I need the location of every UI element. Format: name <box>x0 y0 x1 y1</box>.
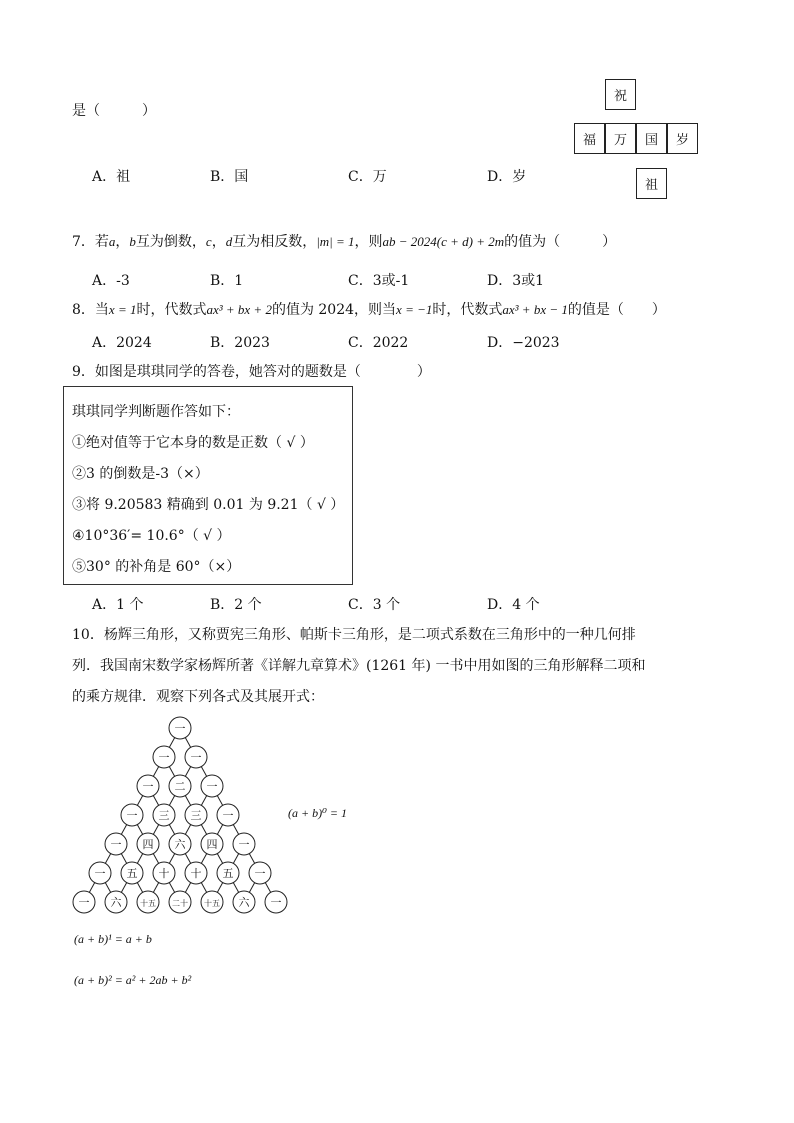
triangle-connector <box>201 767 206 777</box>
q7-option-d[interactable]: D．3或1 <box>487 273 545 289</box>
q8-option-b[interactable]: B．2023 <box>210 335 270 351</box>
triangle-connector <box>249 883 254 893</box>
triangle-connector <box>121 883 126 893</box>
triangle-connector <box>233 883 238 893</box>
triangle-connector <box>169 796 174 806</box>
q9-option-c[interactable]: C．3 个 <box>348 597 401 613</box>
q8-option-c[interactable]: C．2022 <box>348 335 409 351</box>
triangle-node-label: 一 <box>110 838 122 851</box>
triangle-connector <box>153 825 158 835</box>
answer-item-2: ②3 的倒数是-3（×） <box>72 466 209 482</box>
triangle-node-label: 二十 <box>172 899 188 908</box>
q9-option-d[interactable]: D．4 个 <box>487 597 540 613</box>
triangle-connector <box>153 854 158 864</box>
q8-option-a[interactable]: A．2024 <box>92 335 152 351</box>
triangle-node-label: 一 <box>142 780 154 793</box>
q9-stem: 9．如图是琪琪同学的答卷，她答对的题数是（ ） <box>72 364 431 380</box>
q8-option-d[interactable]: D．−2023 <box>487 335 560 351</box>
triangle-connector <box>233 854 238 864</box>
triangle-node-label: 四 <box>206 838 218 851</box>
triangle-connector <box>201 854 206 864</box>
q7-stem: 7．若a，b互为倒数，c，d互为相反数，|m| = 1，则ab − 2024(c + d) + 2m的值为（ ） <box>72 234 617 250</box>
triangle-node-label: 一 <box>270 896 282 909</box>
triangle-node-label: 六 <box>110 896 122 909</box>
answer-sheet-box <box>63 386 353 585</box>
triangle-connector <box>89 883 94 893</box>
triangle-node-label: 五 <box>222 867 234 880</box>
answer-item-3: ③将 9.20583 精确到 0.01 为 9.21（ √ ） <box>72 497 345 513</box>
net-cell-2: 万 <box>605 123 636 154</box>
q10-line-2: 列．我国南宋数学家杨辉所著《详解九章算术》(1261 年) 一书中用如图的三角形解释二项和 <box>72 658 646 674</box>
answer-sheet-title: 琪琪同学判断题作答如下： <box>72 404 240 420</box>
answer-item-4: ④10°36′= 10.6°（ √ ） <box>72 528 231 544</box>
triangle-connector <box>169 854 174 864</box>
net-cell-bottom: 祖 <box>636 168 667 199</box>
net-cell-4: 岁 <box>667 123 698 154</box>
q7-option-b[interactable]: B．1 <box>210 273 244 289</box>
q10-line-1: 10．杨辉三角形，又称贾宪三角形、帕斯卡三角形，是二项式系数在三角形中的一种几何排 <box>72 627 636 643</box>
triangle-node-label: 一 <box>174 722 186 735</box>
triangle-node-label: 十 <box>190 867 202 880</box>
triangle-connector <box>121 854 126 864</box>
q7-option-a[interactable]: A．-3 <box>92 273 130 289</box>
triangle-node-label: 一 <box>126 809 138 822</box>
q6-option-c[interactable]: C．万 <box>348 169 387 185</box>
triangle-node-label: 一 <box>78 896 90 909</box>
triangle-connector <box>105 854 110 864</box>
q6-option-b[interactable]: B．国 <box>210 169 249 185</box>
triangle-node-label: 三 <box>158 809 170 822</box>
triangle-connector <box>201 825 206 835</box>
net-cell-top: 祝 <box>605 79 636 110</box>
triangle-connector <box>217 825 222 835</box>
net-cell-3: 国 <box>636 123 667 154</box>
triangle-connector <box>185 738 190 748</box>
triangle-connector <box>249 854 254 864</box>
triangle-node-label: 三 <box>190 809 202 822</box>
triangle-connector <box>137 796 142 806</box>
triangle-connector <box>169 883 174 893</box>
triangle-node-label: 十五 <box>204 899 220 908</box>
triangle-connector <box>217 854 222 864</box>
q8-stem: 8．当x = 1时，代数式ax³ + bx + 2的值为 2024，则当x = −1时，代数式ax³ + bx − 1的值是（ ） <box>72 302 666 318</box>
triangle-connector <box>153 767 158 777</box>
triangle-node-label: 六 <box>238 896 250 909</box>
triangle-connector <box>137 854 142 864</box>
triangle-node-label: 一 <box>254 867 266 880</box>
triangle-connector <box>185 883 190 893</box>
triangle-node-label: 六 <box>174 838 186 851</box>
triangle-connector <box>137 825 142 835</box>
triangle-node-label: 一 <box>238 838 250 851</box>
triangle-node-label: 一 <box>206 780 218 793</box>
triangle-node-label: 十五 <box>140 899 156 908</box>
answer-item-1: ①绝对值等于它本身的数是正数（ √ ） <box>72 435 314 451</box>
q6-option-d[interactable]: D．岁 <box>487 169 527 185</box>
triangle-node-label: 一 <box>222 809 234 822</box>
answer-item-5: ⑤30° 的补角是 60°（×） <box>72 559 241 575</box>
q6-stem-tail: 是（ ） <box>72 103 156 119</box>
q9-option-b[interactable]: B．2 个 <box>210 597 262 613</box>
net-cell-1: 福 <box>574 123 605 154</box>
triangle-connector <box>137 883 142 893</box>
triangle-connector <box>201 796 206 806</box>
triangle-connector <box>233 825 238 835</box>
formula-power-2: (a + b)² = a² + 2ab + b² <box>74 973 192 987</box>
triangle-connector <box>153 883 158 893</box>
triangle-node-label: 十 <box>158 867 170 880</box>
triangle-connector <box>185 825 190 835</box>
triangle-connector <box>217 883 222 893</box>
formula-power-1: (a + b)¹ = a + b <box>74 932 152 946</box>
triangle-node-label: 五 <box>126 867 138 880</box>
triangle-connector <box>265 883 270 893</box>
triangle-connector <box>105 883 110 893</box>
triangle-node-label: 一 <box>94 867 106 880</box>
triangle-connector <box>169 767 174 777</box>
formula-power-0: (a + b)⁰ = 1 <box>288 806 347 820</box>
q6-option-a[interactable]: A．祖 <box>92 169 131 185</box>
triangle-connector <box>185 854 190 864</box>
yang-hui-triangle <box>60 708 300 923</box>
triangle-node-label: 一 <box>158 751 170 764</box>
triangle-connector <box>185 767 190 777</box>
triangle-connector <box>201 883 206 893</box>
q9-option-a[interactable]: A．1 个 <box>92 597 144 613</box>
triangle-node-label: 二 <box>174 780 186 793</box>
triangle-connector <box>153 796 158 806</box>
triangle-node-label: 一 <box>190 751 202 764</box>
q10-line-3: 的乘方规律．观察下列各式及其展开式： <box>72 689 324 705</box>
triangle-node-label: 四 <box>142 838 154 851</box>
triangle-connector <box>217 796 222 806</box>
q7-option-c[interactable]: C．3或-1 <box>348 273 410 289</box>
triangle-connector <box>169 738 174 748</box>
triangle-connector <box>121 825 126 835</box>
triangle-connector <box>169 825 174 835</box>
triangle-connector <box>185 796 190 806</box>
